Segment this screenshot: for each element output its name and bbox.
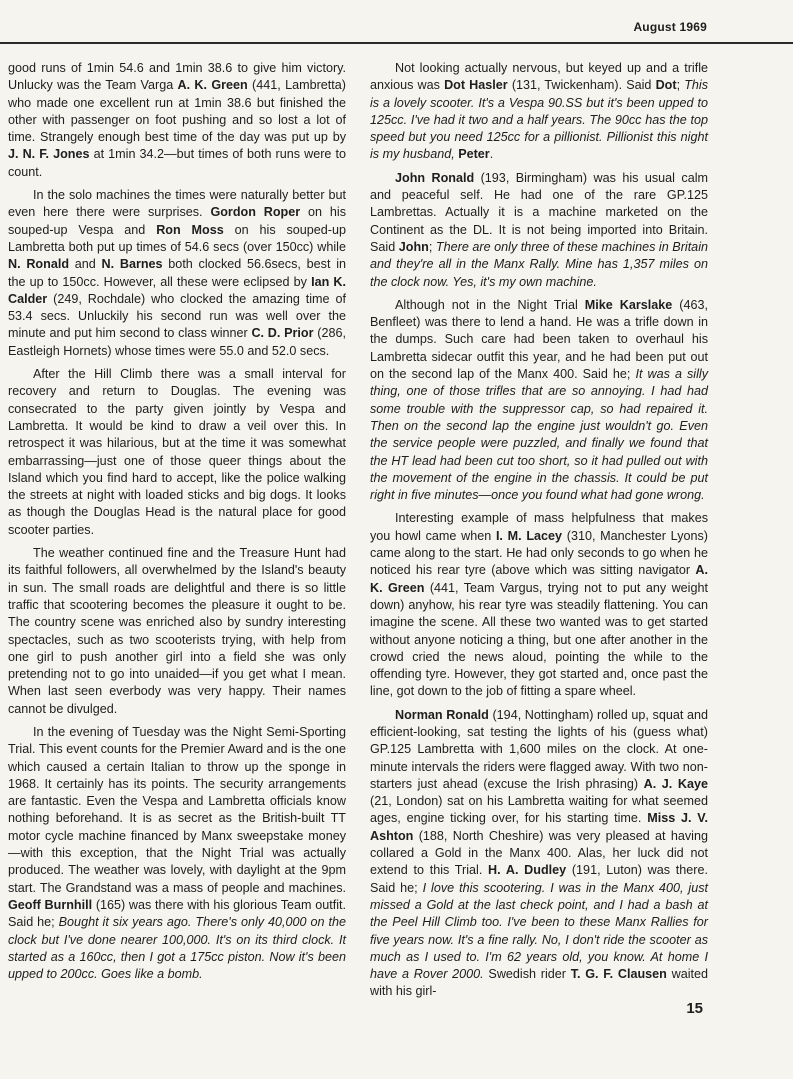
article-paragraph bbox=[8, 187, 346, 360]
body-text: (249, Rochdale) who clocked the amazing time of 53.4 secs. Unluckily his second run was well over the minute and put him second to class winner bbox=[8, 291, 346, 341]
rider-name: I. M. Lacey bbox=[495, 528, 563, 543]
body-text: (191, Luton) was there. Said he; bbox=[370, 863, 708, 895]
body-text: (21, London) sat on his Lambretta waiting for what seemed ages, engine ticking over, for his starting time. bbox=[370, 794, 708, 826]
body-text: Swedish rider bbox=[483, 967, 571, 982]
rider-name: Dot Hasler bbox=[444, 78, 508, 93]
rider-name: H. A. Dudley bbox=[488, 863, 567, 878]
body-text: (193, Birmingham) was his usual calm and peaceful self. He had one of the rare GP.125 Lambrettas. Actually it is a machine marketed on the Continent as the DL. It is not being imported into Britain. Said bbox=[370, 170, 708, 254]
left-column bbox=[8, 60, 346, 989]
body-text: (463, Benfleet) was there to lend a hand. He was a trifle down in the dumps. Such care had been taken to overhaul his Lambretta sidecar outfit this year, and he had been put out on the second lap of the Manx 400. Said he; bbox=[370, 297, 709, 382]
quote-text: There are only three of these machines in Britain and they're all in the Manx Rally. Mine has 1,357 miles on the clock now. Yes, it's my own machine. bbox=[370, 239, 708, 289]
body-text: The weather continued fine and the Treasure Hunt had its faithful followers, all overwhelmed by the Island's beauty in sun. The small roads are delightful and there is so little traffic that scootering becomes the pleasure it ought to be. The country scene was enriched also by sundry interesting spectacles, such as two scooterists trying, with help from one girl to push another girl into a field she was only pretending not to go into unaided—if you get what I mean. When last seen everbody was very happy. Their names cannot be divulged. bbox=[8, 546, 346, 716]
body-text: Although not in the Night Trial bbox=[395, 297, 585, 312]
body-text: In the evening of Tuesday was the Night Semi-Sporting Trial. This event counts for the Premier Award and is the one which caused a certain Italian to throw up the sponge in 1968. It certainly has its points. The security arrangements are fantastic. Even the Vespa and Lambretta officials know nothing beforehand. It is as secret as the British-built TT motor cycle machine financed by Manx sweepstake money—with this exception, that the Night Trial was actually produced. The weather was lovely, with daylight at the 9pm start. The Grandstand was a mass of people and machines. bbox=[8, 724, 346, 895]
body-text: ; bbox=[676, 78, 685, 93]
rider-name: John Ronald bbox=[395, 170, 475, 185]
rider-name: Peter bbox=[458, 147, 490, 162]
body-text: After the Hill Climb there was a small interval for recovery and return to Douglas. The evening was consecrated to the party given jointly by Vespa and Lambretta. It would be kind to draw a veil over this. In retrospect it was hilarious, but at the time it was somewhat embarrassing—just one of those queer things about the Island which you find hard to accept, like the police walking the streets at night with loaded sticks and big dogs. It looks as though the Douglas Head is the natural place for good scooter parties. bbox=[8, 367, 346, 537]
rider-name: J. N. F. Jones bbox=[8, 147, 90, 162]
body-text: both clocked 56.6secs, best in the up to 150cc. However, all these were eclipsed by bbox=[8, 257, 346, 289]
body-text: (194, Nottingham) rolled up, squat and efficient-looking, sat testing the lights of his (guess what) GP.125 Lambretta with 1,600 miles on the clock. At one-minute intervals the riders were flagged away. With two non-starters just ahead (excuse the Irish phrasing) bbox=[370, 707, 708, 791]
rider-name: Ron Moss bbox=[156, 222, 224, 237]
article-paragraph bbox=[370, 707, 708, 1001]
right-column bbox=[370, 60, 708, 1007]
body-text: Not looking actually nervous, but keyed up and a trifle anxious was bbox=[370, 61, 708, 93]
article-paragraph bbox=[8, 545, 346, 718]
rider-name: A. K. Green bbox=[177, 78, 248, 93]
quote-text: It was a silly thing, one of those trifles that are so annoying. I had had some trouble with the suppressor cap, so had repaired it. Then on the second lap the engine just wouldn't go. Even the service people were puzzled, and finally we found that the HT lead had been cut too short, so it had pulled out with the movement of the engine in the chassis. It could be put right in five minutes—once you found what had gone wrong. bbox=[370, 367, 709, 503]
rider-name: N. Barnes bbox=[101, 257, 163, 272]
body-text: at 1min 34.2—but times of both runs were to count. bbox=[8, 147, 346, 179]
rider-name: Miss J. V. Ashton bbox=[370, 811, 708, 843]
body-text: (441, Team Vargus, trying not to put any weight down) anyhow, his rear tyre was steadily flattening. You can imagine the scene. All these two wanted was to get started without anyone noticing a thing, but one after another in the crowd cried the news aloud, pointing the while to the offending tyre. However, they got started and, once past the line, got down to the job of fitting a spare wheel. bbox=[370, 580, 708, 699]
rider-name: N. Ronald bbox=[8, 257, 70, 272]
quote-text: I love this scootering. I was in the Manx 400, just missed a Gold at the last check point, and I had a bash at the Peel Hill Climb too. I've been to these Manx Rallies for five years now. It's a fine rally. No, I don't ride the scooter as much as I used to. I'm 62 years old, you know. At home I have a Rover 2000. bbox=[370, 880, 708, 982]
body-text: on his souped-up Vespa and bbox=[8, 205, 346, 237]
rider-name: A. J. Kaye bbox=[643, 776, 709, 791]
article-paragraph bbox=[370, 297, 708, 505]
header-rule bbox=[0, 42, 793, 44]
body-text: on his souped-up Lambretta both put up times of 54.6 secs (over 150cc) while bbox=[8, 222, 347, 254]
body-text: ; bbox=[428, 239, 436, 254]
rider-name: Geoff Burnhill bbox=[8, 897, 93, 912]
article-paragraph bbox=[8, 724, 346, 983]
rider-name: Norman Ronald bbox=[395, 707, 489, 722]
body-text: (165) was there with his glorious Team outfit. Said he; bbox=[8, 897, 347, 930]
body-text: (286, Eastleigh Hornets) whose times were 55.0 and 52.0 secs. bbox=[8, 326, 346, 358]
rider-name: Dot bbox=[655, 78, 677, 93]
rider-name: Mike Karslake bbox=[584, 297, 673, 312]
rider-name: John bbox=[398, 239, 429, 254]
rider-name: A. K. Green bbox=[370, 563, 708, 595]
quote-text: Bought it six years ago. There's only 40,000 on the clock but I've done nearer 100,000. It's on its third clock. It started as a 160cc, then I got a 175cc piston. Now it's been upped to 200cc. Goes like a bomb. bbox=[8, 915, 347, 982]
body-text: (188, North Cheshire) was very pleased at having collared a Gold in the Manx 400. Alas, her luck did not extend to this Trial. bbox=[370, 828, 708, 878]
article-paragraph bbox=[8, 60, 346, 181]
rider-name: C. D. Prior bbox=[251, 326, 314, 341]
article-paragraph bbox=[370, 510, 708, 700]
rider-name: Gordon Roper bbox=[210, 205, 301, 220]
body-text: (441, Lambretta) who made one excellent run at 1min 38.6 but finished the other with passenger on foot pushing and so lost a lot of time. Strangely enough best time of the day was put up by bbox=[8, 78, 346, 145]
body-text: Interesting example of mass helpfulness that makes you howl came when bbox=[370, 511, 708, 543]
article-paragraph bbox=[370, 170, 708, 291]
body-text: (310, Manchester Lyons) came along to the start. He had only seconds to go when he noticed his rear tyre (above which was sitting navigator bbox=[370, 528, 708, 578]
body-text: In the solo machines the times were naturally better but even here there were surprises. bbox=[8, 188, 346, 220]
rider-name: Ian K. Calder bbox=[8, 274, 346, 306]
page-header-date: August 1969 bbox=[633, 20, 707, 34]
article-paragraph bbox=[8, 366, 346, 539]
body-text: . bbox=[489, 147, 494, 162]
body-text: good runs of 1min 54.6 and 1min 38.6 to give him victory. Unlucky was the Team Varga bbox=[8, 61, 346, 93]
body-text: (131, Twickenham). Said bbox=[507, 78, 656, 93]
page-number: 15 bbox=[686, 1000, 703, 1017]
quote-text: This is a lovely scooter. It's a Vespa 90.SS but it's been upped to 125cc. I've had it two and a half years. The 90cc has the top speed but you need 125cc for a pillionist. Pillionist this night is my husband, bbox=[370, 78, 708, 162]
body-text: waited with his girl- bbox=[370, 967, 708, 999]
rider-name: T. G. F. Clausen bbox=[570, 967, 667, 982]
body-text: and bbox=[69, 257, 102, 272]
article-paragraph bbox=[370, 60, 708, 164]
